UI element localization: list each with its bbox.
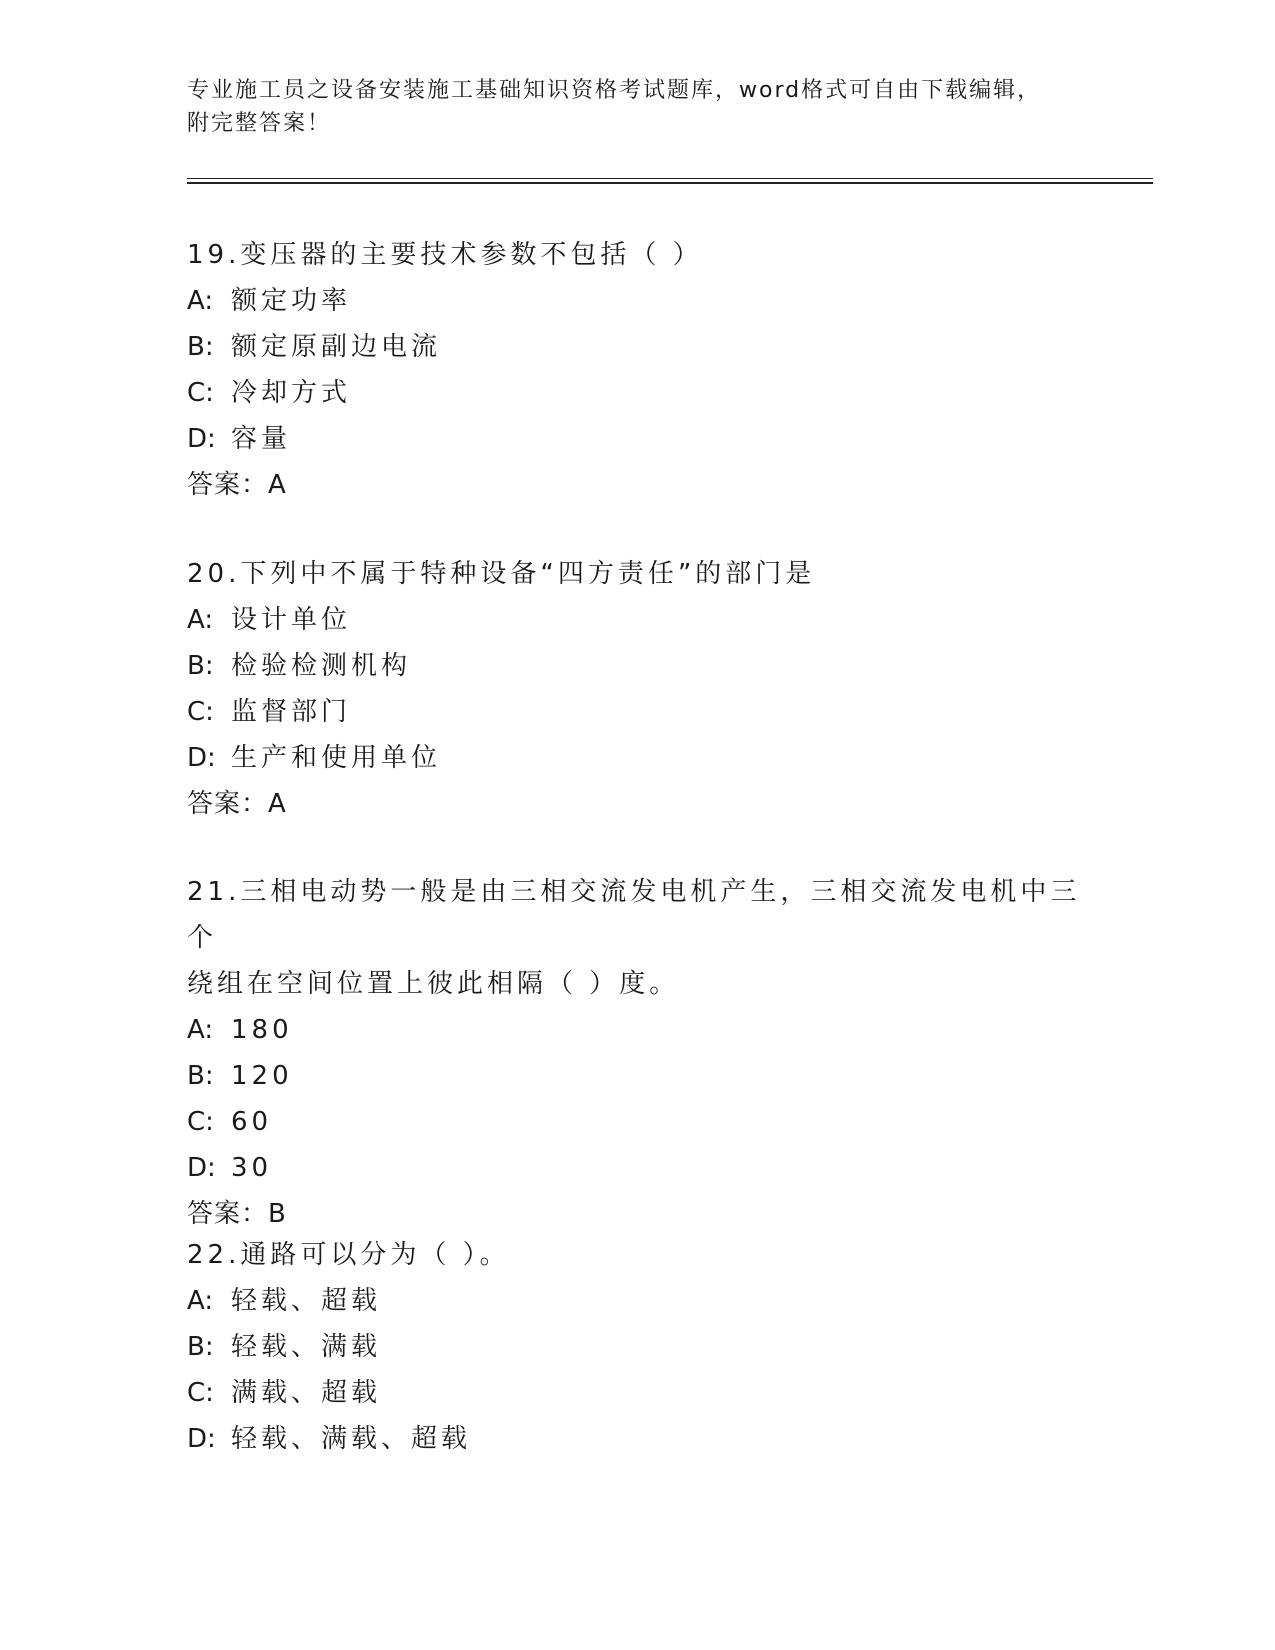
header-line-2: 附完整答案！ [187, 111, 332, 136]
option-text: 180 [231, 1015, 293, 1045]
question-stem-line-2: 绕组在空间位置上彼此相隔（ ）度。 [187, 969, 680, 999]
option-key: B: [187, 651, 214, 681]
option-text: 生产和使用单位 [231, 743, 442, 773]
option-b [187, 643, 1107, 689]
option-b [187, 1324, 1107, 1370]
option-c [187, 1370, 1107, 1416]
question-19 [187, 232, 1107, 508]
question-20 [187, 551, 1107, 827]
option-c [187, 1099, 1107, 1145]
option-key: C: [187, 1107, 214, 1137]
option-text: 轻载、满载、超载 [231, 1424, 472, 1454]
option-key: C: [187, 1378, 214, 1408]
question-stem-line-1: 21.三相电动势一般是由三相交流发电机产生，三相交流发电机中三个 [187, 877, 1081, 953]
option-text: 容量 [231, 424, 292, 454]
option-text: 额定功率 [231, 286, 352, 316]
option-d [187, 416, 1107, 462]
option-text: 冷却方式 [231, 378, 352, 408]
question-stem: 20.下列中不属于特种设备“四方责任”的部门是 [187, 559, 816, 589]
option-key: B: [187, 1332, 214, 1362]
option-key: C: [187, 697, 214, 727]
option-text: 60 [231, 1107, 273, 1137]
header-divider-thin [187, 178, 1153, 179]
question-21 [187, 869, 1107, 1237]
option-text: 120 [231, 1061, 293, 1091]
question-stem: 22.通路可以分为（ ）。 [187, 1240, 510, 1270]
document-header [187, 74, 1087, 140]
option-key: A: [187, 286, 214, 316]
option-d [187, 1416, 1107, 1462]
option-key: D: [187, 424, 216, 454]
question-stem: 19.变压器的主要技术参数不包括（ ） [187, 240, 703, 270]
option-text: 轻载、满载 [231, 1332, 382, 1362]
option-key: A: [187, 605, 214, 635]
option-key: D: [187, 1424, 216, 1454]
option-b [187, 324, 1107, 370]
header-divider-thick [187, 182, 1153, 184]
option-text: 设计单位 [231, 605, 352, 635]
option-a [187, 278, 1107, 324]
option-key: C: [187, 378, 214, 408]
option-text: 额定原副边电流 [231, 332, 442, 362]
option-d [187, 1145, 1107, 1191]
option-c [187, 689, 1107, 735]
option-b [187, 1053, 1107, 1099]
option-a [187, 1007, 1107, 1053]
option-key: D: [187, 743, 216, 773]
answer: 答案：A [187, 789, 287, 819]
option-key: D: [187, 1153, 216, 1183]
option-key: A: [187, 1015, 214, 1045]
option-d [187, 735, 1107, 781]
option-text: 监督部门 [231, 697, 352, 727]
answer: 答案：B [187, 1199, 287, 1229]
option-a [187, 597, 1107, 643]
question-22 [187, 1232, 1107, 1462]
option-text: 满载、超载 [231, 1378, 382, 1408]
option-text: 轻载、超载 [231, 1286, 382, 1316]
option-key: B: [187, 1061, 214, 1091]
option-c [187, 370, 1107, 416]
option-key: B: [187, 332, 214, 362]
header-line-1: 专业施工员之设备安装施工基础知识资格考试题库，word格式可自由下载编辑， [187, 78, 1042, 103]
option-text: 30 [231, 1153, 273, 1183]
option-text: 检验检测机构 [231, 651, 412, 681]
answer: 答案：A [187, 470, 287, 500]
option-a [187, 1278, 1107, 1324]
option-key: A: [187, 1286, 214, 1316]
